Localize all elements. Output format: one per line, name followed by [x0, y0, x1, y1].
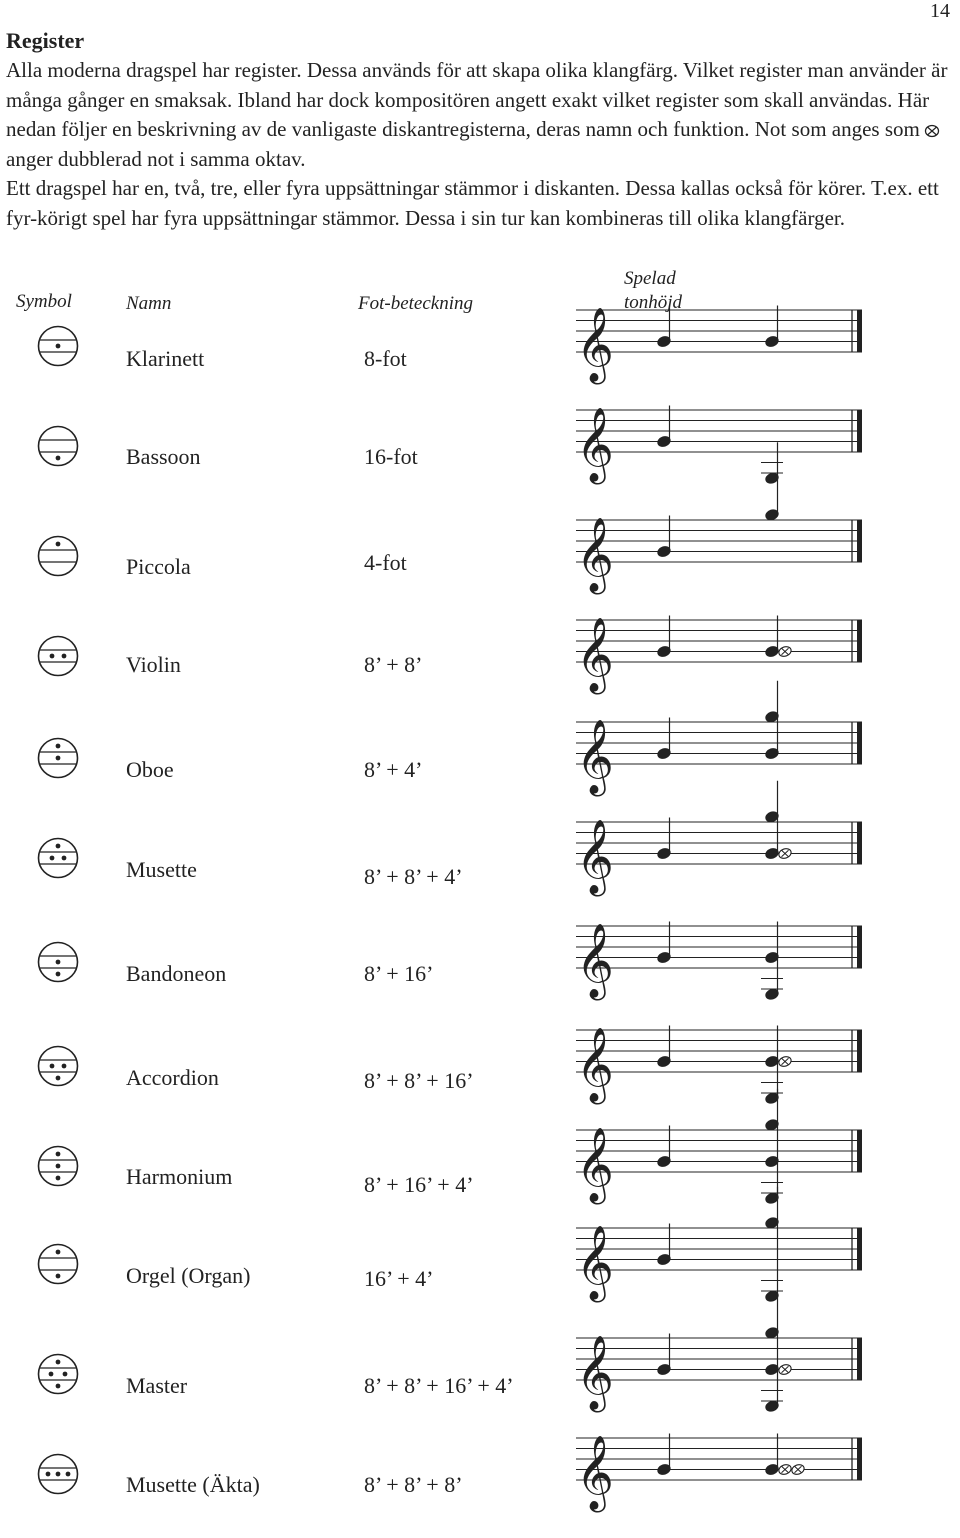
register-name: Oboe	[126, 757, 174, 782]
register-symbol-icon	[36, 634, 80, 678]
register-name: Violin	[126, 652, 181, 677]
register-name: Piccola	[126, 554, 191, 579]
register-symbol-icon	[36, 534, 80, 578]
register-feet: 4-fot	[364, 550, 407, 575]
register-feet: 8’ + 8’ + 4’	[364, 864, 463, 889]
register-symbol-icon	[36, 1452, 80, 1496]
register-name: Musette (Äkta)	[126, 1472, 260, 1497]
page-number: 14	[930, 0, 950, 22]
column-header-name: Namn	[126, 293, 172, 314]
column-header-pitch-line1: Spelad	[624, 268, 676, 289]
register-name: Musette	[126, 857, 197, 882]
intro-text	[6, 56, 956, 233]
treble-clef-icon: 𝄞	[576, 1128, 614, 1202]
treble-clef-icon: 𝄞	[576, 924, 614, 998]
register-feet: 8’ + 8’	[364, 652, 423, 677]
treble-clef-icon: 𝄞	[576, 308, 614, 382]
register-feet: 8’ + 8’ + 16’ + 4’	[364, 1373, 514, 1398]
register-name: Master	[126, 1373, 188, 1398]
treble-clef-icon: 𝄞	[576, 408, 614, 482]
register-name: Bandoneon	[126, 961, 227, 986]
register-symbol-icon	[36, 736, 80, 780]
treble-clef-icon: 𝄞	[576, 518, 614, 592]
intro-paragraph-1-part-a: Alla moderna dragspel har register. Dessa används för att skapa olika klangfärg. Vilket register man använder är många gånger en smaksak. Ibland har dock kompositören angett exakt vilket register som skall användas. Här nedan följer en beskrivning av de vanligaste diskantregisterna, deras namn och funktion. Not som anges som	[6, 58, 948, 141]
register-symbol-icon	[36, 940, 80, 984]
register-feet: 8’ + 16’	[364, 961, 434, 986]
register-name: Orgel (Organ)	[126, 1263, 251, 1288]
register-name: Harmonium	[126, 1164, 233, 1189]
register-name: Accordion	[126, 1065, 219, 1090]
treble-clef-icon: 𝄞	[576, 820, 614, 894]
column-header-feet: Fot-beteckning	[358, 293, 474, 314]
register-row	[0, 1438, 960, 1538]
register-name: Klarinett	[126, 346, 205, 371]
intro-paragraph-1-part-b: anger dubblerad not i samma oktav.	[6, 146, 306, 171]
treble-clef-icon: 𝄞	[576, 1028, 614, 1102]
register-feet: 8’ + 8’ + 8’	[364, 1472, 463, 1497]
register-symbol-icon	[36, 1044, 80, 1088]
treble-clef-icon: 𝄞	[576, 1226, 614, 1300]
column-header-symbol: Symbol	[16, 291, 72, 312]
register-symbol-icon	[36, 1144, 80, 1188]
intro-paragraph-1	[6, 56, 956, 174]
register-feet: 8’ + 4’	[364, 757, 423, 782]
treble-clef-icon: 𝄞	[576, 1436, 614, 1510]
treble-clef-icon: 𝄞	[576, 720, 614, 794]
register-symbol-icon	[36, 836, 80, 880]
section-heading: Register	[6, 28, 85, 53]
register-symbol-icon	[36, 1242, 80, 1286]
treble-clef-icon: 𝄞	[576, 1336, 614, 1410]
register-symbol-icon	[36, 424, 80, 468]
register-symbol-icon	[36, 1352, 80, 1396]
register-feet: 8’ + 16’ + 4’	[364, 1172, 474, 1197]
register-feet: 16’ + 4’	[364, 1266, 434, 1291]
pitch-staff	[572, 1398, 872, 1528]
treble-clef-icon: 𝄞	[576, 618, 614, 692]
register-feet: 16-fot	[364, 444, 418, 469]
intro-paragraph-2: Ett dragspel har en, två, tre, eller fyra uppsättningar stämmor i diskanten. Dessa kallas också för körer. T.ex. ett fyr-körigt spel har fyra uppsättningar stämmor. Dessa i sin tur kan kombineras till olika klangfärger.	[6, 176, 939, 230]
register-feet: 8-fot	[364, 346, 407, 371]
register-name: Bassoon	[126, 444, 201, 469]
register-feet: 8’ + 8’ + 16’	[364, 1068, 474, 1093]
doubled-note-symbol-icon	[924, 123, 940, 139]
register-symbol-icon	[36, 324, 80, 368]
column-header-pitch-line2: tonhöjd	[624, 292, 683, 313]
